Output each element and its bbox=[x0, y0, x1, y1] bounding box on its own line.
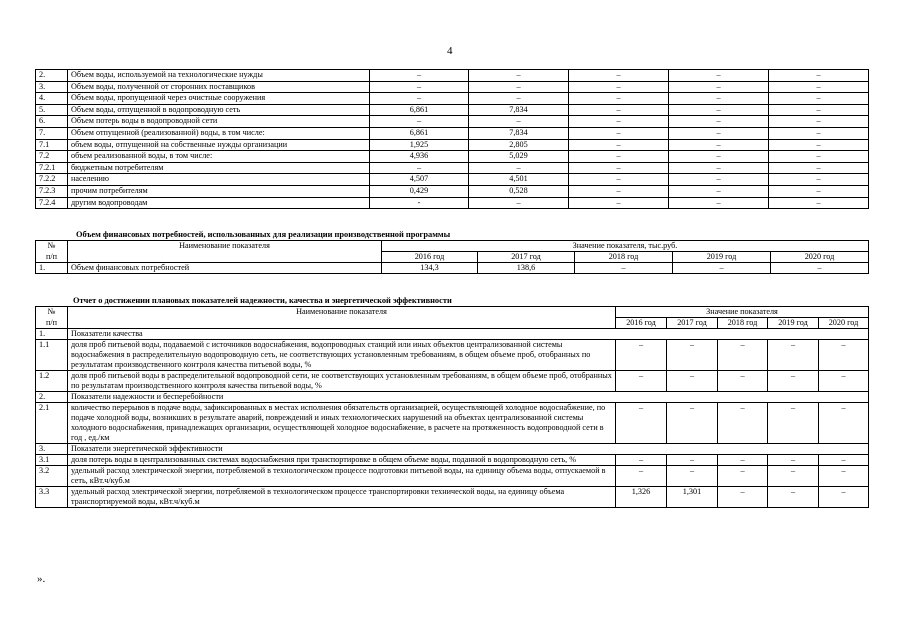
year-header: 2018 год bbox=[718, 318, 768, 329]
table-row bbox=[36, 93, 869, 105]
page-number: 4 bbox=[447, 45, 453, 57]
row-value: – bbox=[616, 455, 667, 466]
row-value: – bbox=[569, 93, 669, 105]
row-value: – bbox=[669, 197, 769, 209]
row-value: 7,834 bbox=[469, 104, 569, 116]
table-row bbox=[36, 70, 869, 82]
row-number: 6. bbox=[36, 116, 68, 128]
row-number: 7.2.4 bbox=[36, 197, 68, 209]
row-value: – bbox=[819, 340, 869, 371]
row-value: – bbox=[718, 466, 768, 487]
row-value: – bbox=[469, 70, 569, 82]
section-row bbox=[36, 392, 869, 403]
row-name: Объем воды, пропущенной через очистные сооружения bbox=[68, 93, 370, 105]
row-value: – bbox=[569, 139, 669, 151]
row-value: – bbox=[771, 263, 869, 274]
row-number: 1. bbox=[36, 263, 68, 274]
row-value: – bbox=[569, 151, 669, 163]
row-value: – bbox=[768, 466, 819, 487]
row-value: – bbox=[669, 185, 769, 197]
row-value: – bbox=[569, 185, 669, 197]
row-number: 3.3 bbox=[36, 487, 68, 508]
row-value: 4,507 bbox=[370, 174, 469, 186]
col-value-header: Значение показателя, тыс.руб. bbox=[382, 241, 869, 252]
row-number: 3. bbox=[36, 81, 68, 93]
table-row bbox=[36, 162, 869, 174]
row-value: – bbox=[669, 104, 769, 116]
row-value: 138,6 bbox=[478, 263, 575, 274]
row-value: – bbox=[469, 81, 569, 93]
row-name: Объем потерь воды в водопроводной сети bbox=[68, 116, 370, 128]
row-number: 7. bbox=[36, 127, 68, 139]
row-number: 7.2.1 bbox=[36, 162, 68, 174]
col-number-header: № bbox=[36, 307, 68, 318]
row-name: удельный расход электрической энергии, потребляемой в технологическом процессе подготовки питьевой воды, на единицу объема воды, отпускаемой в сеть, кВт.ч/куб.м bbox=[68, 466, 616, 487]
row-value: – bbox=[667, 466, 718, 487]
table-row bbox=[36, 81, 869, 93]
table-row bbox=[36, 185, 869, 197]
row-value: – bbox=[575, 263, 673, 274]
year-header: 2016 год bbox=[382, 252, 478, 263]
financial-needs-table bbox=[35, 240, 869, 274]
row-value: – bbox=[769, 151, 869, 163]
water-volume-table bbox=[35, 69, 869, 209]
row-value: 1,925 bbox=[370, 139, 469, 151]
row-value: – bbox=[370, 93, 469, 105]
row-number: 1.1 bbox=[36, 340, 68, 371]
row-value: – bbox=[469, 162, 569, 174]
row-number: 2. bbox=[36, 392, 68, 403]
year-header: 2019 год bbox=[768, 318, 819, 329]
row-value: 5,029 bbox=[469, 151, 569, 163]
year-header: 2017 год bbox=[478, 252, 575, 263]
row-value: – bbox=[669, 162, 769, 174]
table-row bbox=[36, 127, 869, 139]
section-title: Показатели надежности и бесперебойности bbox=[68, 392, 869, 403]
year-header: 2020 год bbox=[819, 318, 869, 329]
row-name: другим водопроводам bbox=[68, 197, 370, 209]
row-value: – bbox=[669, 174, 769, 186]
row-value: – bbox=[469, 93, 569, 105]
row-value: – bbox=[718, 455, 768, 466]
table-row bbox=[36, 466, 869, 487]
row-number: 7.2 bbox=[36, 151, 68, 163]
row-value: – bbox=[669, 93, 769, 105]
row-name: прочим потребителям bbox=[68, 185, 370, 197]
row-value: – bbox=[469, 197, 569, 209]
row-value: – bbox=[768, 455, 819, 466]
row-value: – bbox=[616, 403, 667, 444]
col-name-header: Наименование показателя bbox=[68, 241, 382, 263]
row-value: – bbox=[669, 139, 769, 151]
row-name: объем воды, отпущенной на собственные нужды организации bbox=[68, 139, 370, 151]
row-number: 2. bbox=[36, 70, 68, 82]
row-value: – bbox=[769, 185, 869, 197]
row-value: – bbox=[769, 162, 869, 174]
table-row bbox=[36, 371, 869, 392]
row-value: 1,326 bbox=[616, 487, 667, 508]
row-value: – bbox=[769, 104, 869, 116]
table-row bbox=[36, 455, 869, 466]
row-number: 4. bbox=[36, 93, 68, 105]
row-value: – bbox=[616, 371, 667, 392]
col-name-header: Наименование показателя bbox=[68, 307, 616, 329]
row-value: – bbox=[569, 116, 669, 128]
row-value: 6,861 bbox=[370, 127, 469, 139]
row-value: – bbox=[370, 162, 469, 174]
row-value: – bbox=[667, 455, 718, 466]
financial-needs-heading: Объем финансовых потребностей, использованных для реализации производственной программы bbox=[76, 230, 451, 239]
row-value: – bbox=[768, 371, 819, 392]
row-value: – bbox=[718, 487, 768, 508]
row-value: – bbox=[769, 127, 869, 139]
section-title: Показатели качества bbox=[68, 329, 869, 340]
year-header: 2017 год bbox=[667, 318, 718, 329]
row-value: 4,936 bbox=[370, 151, 469, 163]
row-number: 2.1 bbox=[36, 403, 68, 444]
row-value: 0,429 bbox=[370, 185, 469, 197]
row-value: – bbox=[819, 403, 869, 444]
row-value: 4,501 bbox=[469, 174, 569, 186]
section-row bbox=[36, 444, 869, 455]
row-number: 7.1 bbox=[36, 139, 68, 151]
year-header: 2019 год bbox=[673, 252, 771, 263]
table-row bbox=[36, 151, 869, 163]
row-value: – bbox=[569, 104, 669, 116]
row-value: – bbox=[768, 340, 819, 371]
row-value: – bbox=[718, 340, 768, 371]
row-value: 2,805 bbox=[469, 139, 569, 151]
row-name: доля проб питьевой воды в распределительной водопроводной сети, не соответствующих установленным требованиям, в общем объеме проб, отобранных по результатам производственного контроля качества питьевой воды, % bbox=[68, 371, 616, 392]
row-number: 5. bbox=[36, 104, 68, 116]
row-value: – bbox=[669, 116, 769, 128]
row-value: – bbox=[769, 116, 869, 128]
table-row bbox=[36, 174, 869, 186]
row-value: – bbox=[769, 174, 869, 186]
row-value: 6,861 bbox=[370, 104, 469, 116]
col-number-header: № bbox=[36, 241, 68, 252]
closing-quote: ». bbox=[37, 573, 46, 585]
row-value: – bbox=[469, 116, 569, 128]
col-pp-header: п/п bbox=[36, 318, 68, 329]
row-value: – bbox=[569, 70, 669, 82]
table-row bbox=[36, 139, 869, 151]
section-title: Показатели энергетической эффективности bbox=[68, 444, 869, 455]
table-row bbox=[36, 487, 869, 508]
row-value: – bbox=[768, 487, 819, 508]
row-value: – bbox=[769, 139, 869, 151]
row-number: 3. bbox=[36, 444, 68, 455]
row-value: – bbox=[370, 116, 469, 128]
col-value-header: Значение показателя bbox=[616, 307, 869, 318]
row-value: – bbox=[569, 127, 669, 139]
row-value: – bbox=[718, 371, 768, 392]
table-row bbox=[36, 263, 869, 274]
row-name: доля потерь воды в централизованных системах водоснабжения при транспортировке в общем объеме воды, поданной в водопроводную сеть, % bbox=[68, 455, 616, 466]
row-value: 134,3 bbox=[382, 263, 478, 274]
row-name: Объем воды, используемой на технологические нужды bbox=[68, 70, 370, 82]
row-value: – bbox=[819, 455, 869, 466]
row-value: – bbox=[769, 70, 869, 82]
section-row bbox=[36, 329, 869, 340]
row-value: – bbox=[370, 81, 469, 93]
table-row bbox=[36, 116, 869, 128]
row-name: удельный расход электрической энергии, потребляемой в технологическом процессе транспортировки технической воды, на единицу объема транспортируемой воды, кВт.ч/куб.м bbox=[68, 487, 616, 508]
row-name: Объем воды, отпущенной в водопроводную сеть bbox=[68, 104, 370, 116]
row-value: – bbox=[819, 466, 869, 487]
row-value: – bbox=[819, 371, 869, 392]
year-header: 2016 год bbox=[616, 318, 667, 329]
row-value: – bbox=[667, 371, 718, 392]
row-name: населению bbox=[68, 174, 370, 186]
row-name: количество перерывов в подаче воды, зафиксированных в местах исполнения обязательств организацией, осуществляющей холодное водоснабжение, по подаче холодной воды, возникших в результате аварий, повреждений и иных технологических нарушений на объектах централизованной системы холодного водоснабжения, принадлежащих организации, осуществляющей холодное водоснабжение, в расчете на протяженность водопроводной сети в год , ед./км bbox=[68, 403, 616, 444]
row-value: – bbox=[718, 403, 768, 444]
row-value: – bbox=[669, 127, 769, 139]
row-value: – bbox=[667, 340, 718, 371]
row-value: – bbox=[569, 197, 669, 209]
row-value: – bbox=[769, 81, 869, 93]
col-pp-header: п/п bbox=[36, 252, 68, 263]
row-value: – bbox=[819, 487, 869, 508]
row-value: – bbox=[769, 93, 869, 105]
table-row bbox=[36, 197, 869, 209]
row-value: – bbox=[569, 174, 669, 186]
indicators-table bbox=[35, 306, 869, 508]
row-number: 3.2 bbox=[36, 466, 68, 487]
water-volume-table-body bbox=[36, 70, 869, 209]
row-value: – bbox=[669, 70, 769, 82]
row-name: Объем воды, полученной от сторонних поставщиков bbox=[68, 81, 370, 93]
year-header: 2018 год bbox=[575, 252, 673, 263]
row-value: - bbox=[370, 197, 469, 209]
row-value: – bbox=[569, 162, 669, 174]
row-value: – bbox=[616, 340, 667, 371]
row-name: бюджетным потребителям bbox=[68, 162, 370, 174]
row-value: – bbox=[616, 466, 667, 487]
row-number: 1. bbox=[36, 329, 68, 340]
row-value: 7,834 bbox=[469, 127, 569, 139]
row-value: 0,528 bbox=[469, 185, 569, 197]
table-row bbox=[36, 403, 869, 444]
row-name: объем реализованной воды, в том числе: bbox=[68, 151, 370, 163]
row-name: доля проб питьевой воды, подаваемой с источников водоснабжения, водопроводных станций или иных объектов централизованной системы водоснабжения в распределительную водопроводную сеть, не соответствующих установленным требованиям, в общем объеме проб, отобранных по результатам производственного контроля качества питьевой воды, % bbox=[68, 340, 616, 371]
row-value: – bbox=[669, 81, 769, 93]
table-row bbox=[36, 340, 869, 371]
indicators-heading: Отчет о достижении плановых показателей надежности, качества и энергетической эффективности bbox=[73, 296, 452, 305]
row-value: – bbox=[569, 81, 669, 93]
row-number: 3.1 bbox=[36, 455, 68, 466]
table-row bbox=[36, 104, 869, 116]
row-value: – bbox=[370, 70, 469, 82]
row-value: – bbox=[669, 151, 769, 163]
row-value: – bbox=[769, 197, 869, 209]
year-header: 2020 год bbox=[771, 252, 869, 263]
row-value: – bbox=[667, 403, 718, 444]
row-number: 7.2.2 bbox=[36, 174, 68, 186]
row-number: 7.2.3 bbox=[36, 185, 68, 197]
row-value: – bbox=[768, 403, 819, 444]
row-value: 1,301 bbox=[667, 487, 718, 508]
row-name: Объем финансовых потребностей bbox=[68, 263, 382, 274]
row-number: 1.2 bbox=[36, 371, 68, 392]
row-value: – bbox=[673, 263, 771, 274]
row-name: Объем отпущенной (реализованной) воды, в том числе: bbox=[68, 127, 370, 139]
